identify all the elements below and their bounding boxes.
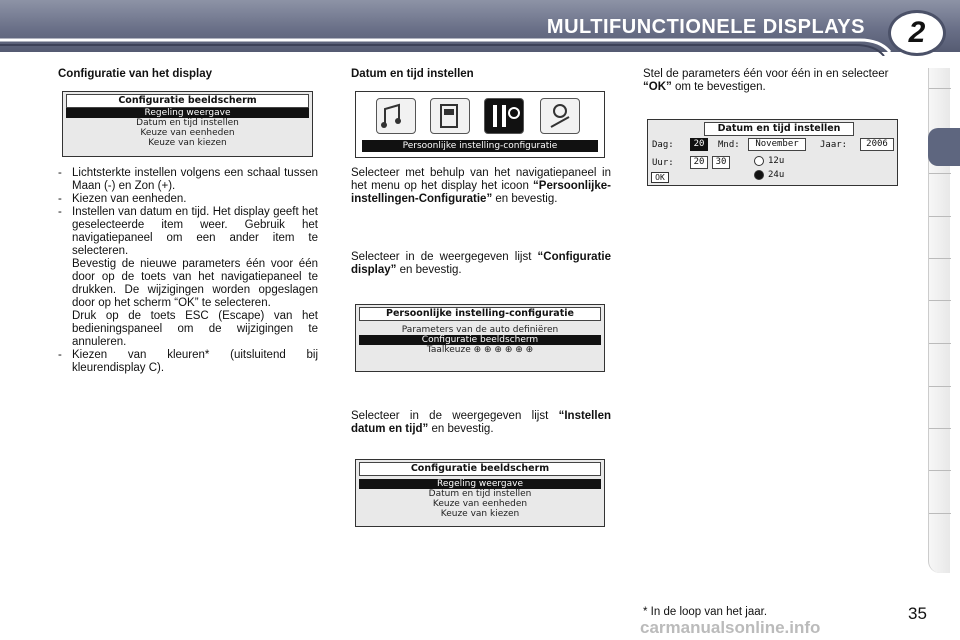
audio-icon <box>376 98 416 134</box>
list-item: - Instellen van datum en tijd. Het display geeft het geselecteerde item weer. Gebruik het navigatiepaneel om een ander item te selecteren. Bevestig de nieuwe parameters één voor één door op de toets van het navigatiepaneel te drukken. De wijzigingen worden opgeslagen door op het scherm “OK” te selecteren. Druk op de toets ESC (Escape) van het bedieningspaneel om de wijzigingen te annuleren. <box>58 206 318 349</box>
list-item: - Lichtsterkte instellen volgens een schaal tussen Maan (-) en Zon (+). <box>58 167 318 193</box>
config-screen-2 <box>355 304 605 372</box>
screen-item: Keuze van kiezen <box>440 509 520 519</box>
screen-item: Datum en tijd instellen <box>136 118 239 128</box>
ok-button[interactable]: OK <box>651 172 669 183</box>
config-screen-3 <box>355 459 605 527</box>
navigation-icon <box>540 98 580 134</box>
mnd-field[interactable]: November <box>748 138 806 151</box>
opt-12u-label: 12u <box>768 156 785 166</box>
header-title: MULTIFUNCTIONELE DISPLAYS <box>546 16 865 38</box>
mnd-label: Mnd: <box>718 140 740 150</box>
vehicle-icon <box>430 98 470 134</box>
opt-24u-label: 24u <box>768 170 785 180</box>
screen-item: Regeling weergave <box>66 108 309 118</box>
screen-title: Datum en tijd instellen <box>704 122 854 136</box>
icons-screen <box>355 91 605 158</box>
list-item: - Kiezen van eenheden. <box>58 193 318 206</box>
screen-item: Regeling weergave <box>359 479 601 489</box>
col1-bullets <box>58 167 318 375</box>
active-chapter-tab[interactable] <box>928 128 960 166</box>
col1-title: Configuratie van het display <box>58 68 212 80</box>
radio-24u[interactable] <box>754 170 764 180</box>
screen-item: Datum en tijd instellen <box>428 489 532 499</box>
page-number: 35 <box>908 604 927 623</box>
chapter-badge: 2 <box>888 10 946 56</box>
footnote: * In de loop van het jaar. <box>643 606 768 618</box>
screen-item: Keuze van eenheden <box>432 499 528 509</box>
col3-para: Stel de parameters één voor één in en selecteer “OK” om te bevestigen. <box>643 68 889 93</box>
jaar-field[interactable]: 2006 <box>860 138 894 151</box>
col2-para3: Selecteer in de weergegeven lijst “Instellen datum en tijd” en bevestig. <box>351 410 611 435</box>
screen-title: Configuratie beeldscherm <box>66 94 309 108</box>
header-curve <box>0 36 960 56</box>
screen-item: Keuze van eenheden <box>140 128 235 138</box>
bullet-continuation: Bevestig de nieuwe parameters één voor één door op de toets van het navigatiepaneel te drukken. De wijzigingen worden opgeslagen door op het scherm “OK” te selecteren. <box>72 258 318 309</box>
bullet-continuation: Druk op de toets ESC (Escape) van het bedieningspaneel om de wijzigingen te annuleren. <box>72 310 318 348</box>
watermark: carmanualsonline.info <box>640 618 821 637</box>
radio-12u[interactable] <box>754 156 764 166</box>
icons-screen-label: Persoonlijke instelling-configuratie <box>362 140 598 152</box>
screen-item: Configuratie beeldscherm <box>359 335 601 345</box>
dag-field[interactable]: 20 <box>690 138 708 151</box>
uur-label: Uur: <box>652 158 674 168</box>
screen-item: Taalkeuze ⊕ ⊕ ⊕ ⊕ ⊕ ⊕ <box>426 345 534 355</box>
list-item: - Kiezen van kleuren* (uitsluitend bij kleurendisplay C). <box>58 349 318 375</box>
col2-title: Datum en tijd instellen <box>351 68 474 80</box>
col2-para2: Selecteer in de weergegeven lijst “Configuratie display” en bevestig. <box>351 251 611 276</box>
settings-icon <box>484 98 524 134</box>
screen-item: Keuze van kiezen <box>148 138 227 148</box>
screen-title: Persoonlijke instelling-configuratie <box>359 307 601 321</box>
uur-hours-field[interactable]: 20 <box>690 156 708 169</box>
uur-minutes-field[interactable]: 30 <box>712 156 730 169</box>
dag-label: Dag: <box>652 140 674 150</box>
jaar-label: Jaar: <box>820 140 848 150</box>
screen-item: Parameters van de auto definiëren <box>401 325 559 335</box>
datetime-screen <box>647 119 898 186</box>
screen-title: Configuratie beeldscherm <box>359 462 601 476</box>
col2-para1: Selecteer met behulp van het navigatiepaneel in het menu op het display het icoon “Persoonlijke-instellingen-Configuratie” en bevestig. <box>351 167 611 205</box>
config-screen-1 <box>62 91 313 157</box>
